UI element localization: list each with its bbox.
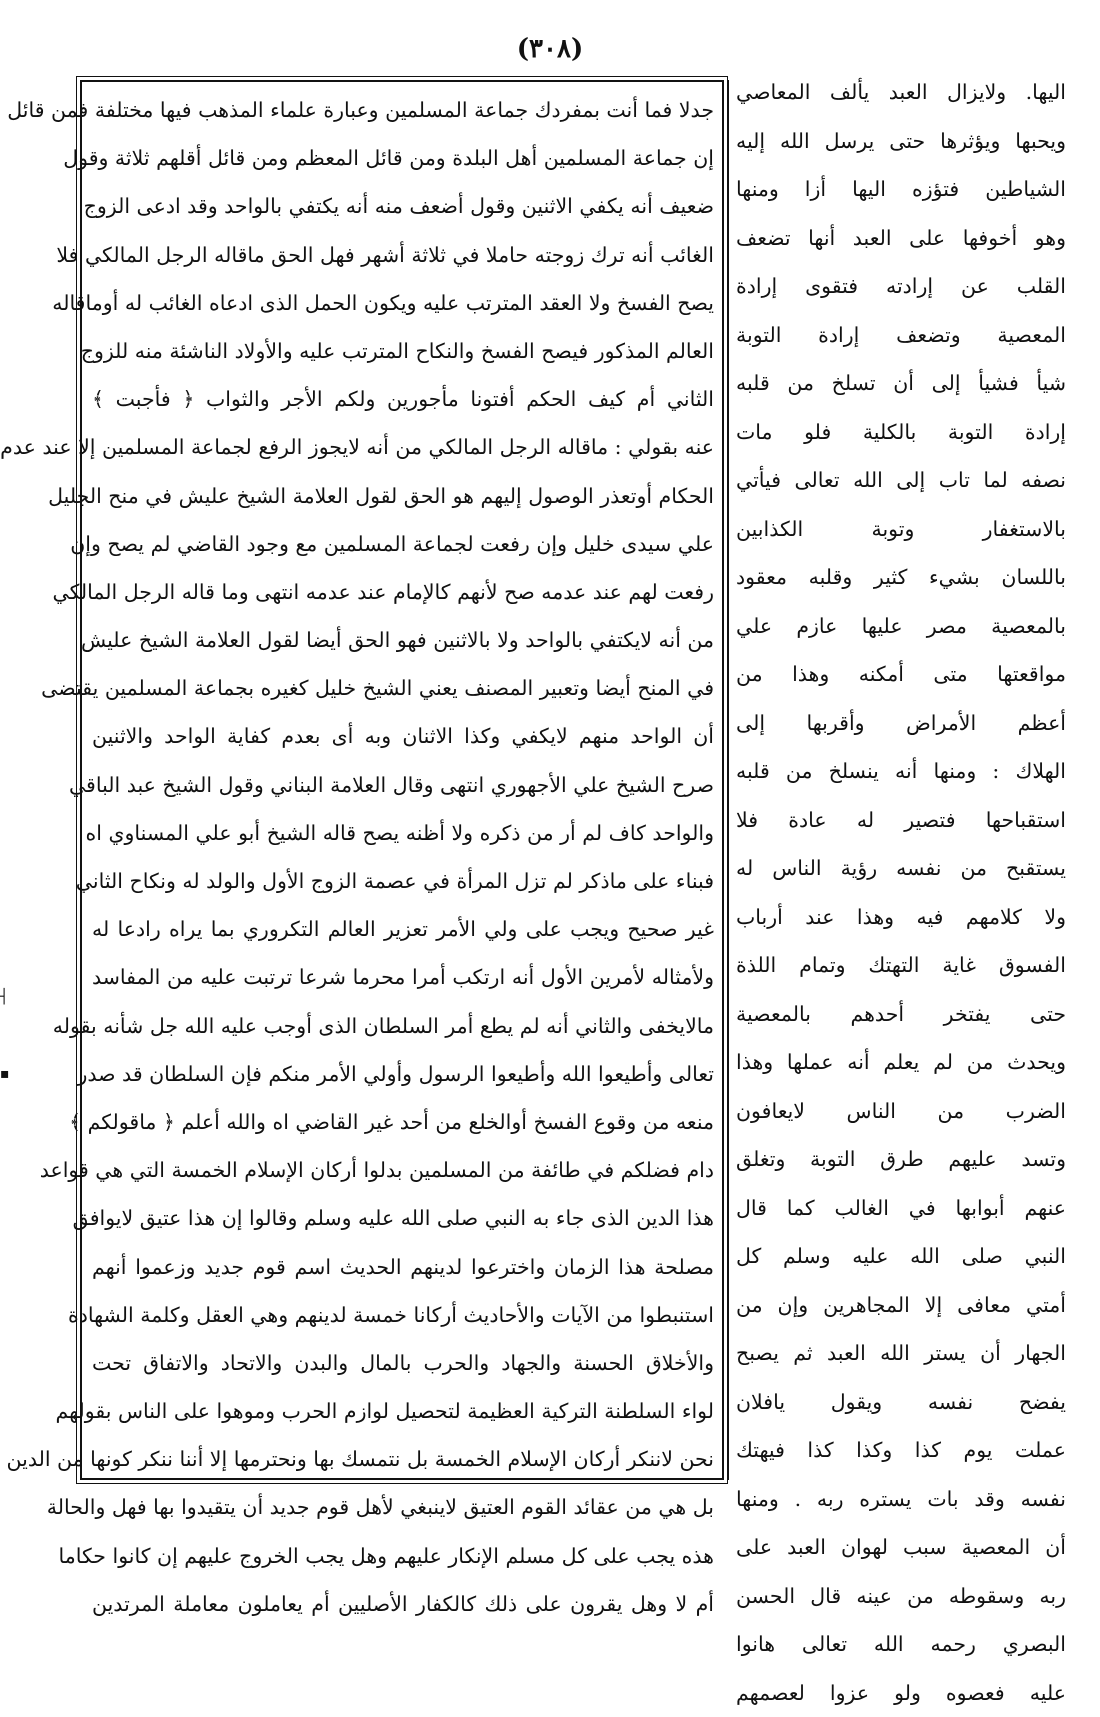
main-text-line: منعه من وقوع الفسخ أوالخلع من أحد غير القاضي اه والله أعلم ﴿ ماقولكم ﴾: [92, 1098, 714, 1146]
margin-text-line: حتى يفتخر أحدهم بالمعصية: [736, 990, 1066, 1039]
edge-mark-dot: ▪: [0, 1067, 12, 1081]
main-text-line: هذه يجب على كل مسلم الإنكار عليهم وهل يجب الخروج عليهم إن كانوا حكاما: [92, 1532, 714, 1580]
margin-text-line: أن المعصية سبب لهوان العبد على: [736, 1523, 1066, 1572]
margin-text-line: وهو أخوفها على العبد أنها تضعف: [736, 214, 1066, 263]
main-text-line: من أنه لايكتفي بالواحد ولا بالاثنين فهو الحق أيضا لقول العلامة الشيخ عليش: [92, 616, 714, 664]
margin-text-line: القلب عن إرادته فتقوى إرادة: [736, 262, 1066, 311]
margin-text-line: ولا كلامهم فيه وهذا عند أرباب: [736, 893, 1066, 942]
main-text-line: فبناء على ماذكر لم تزل المرأة في عصمة الزوج الأول والولد له ونكاح الثاني: [92, 857, 714, 905]
margin-text-line: باللسان بشيء كثير وقلبه معقود: [736, 553, 1066, 602]
main-text-line: العالم المذكور فيصح الفسخ والنكاح المترتب عليه والأولاد الناشئة منه للزوج: [92, 327, 714, 375]
main-text-line: يصح الفسخ ولا العقد المترتب عليه ويكون الحمل الذى ادعاه الغائب له أوماقاله: [92, 279, 714, 327]
main-text-line: لواء السلطنة التركية العظيمة لتحصيل لوازم الحرب وموهوا على الناس بقولهم: [92, 1387, 714, 1435]
main-text-line: علي سيدى خليل وإن رفعت لجماعة المسلمين مع وجود القاضي لم يصح وإن: [92, 520, 714, 568]
margin-text-line: يفضح نفسه ويقول يافلان: [736, 1378, 1066, 1427]
margin-text-line: النبي صلى الله عليه وسلم كل: [736, 1232, 1066, 1281]
main-text-line: تعالى وأطيعوا الله وأطيعوا الرسول وأولي الأمر منكم فإن السلطان قد صدر: [92, 1050, 714, 1098]
main-text-line: ضعيف أنه يكفي الاثنين وقول أضعف منه أنه يكتفي بالواحد وقد ادعى الزوج: [92, 182, 714, 230]
main-text-line: أم لا وهل يقرون على ذلك كالكفار الأصليين أم يعاملون معاملة المرتدين: [92, 1580, 714, 1628]
margin-text-line: عملت يوم كذا وكذا كذا فيهتك: [736, 1426, 1066, 1475]
main-text-line: مصلحة هذا الزمان واخترعوا لدينهم الحديث اسم قوم جديد وزعموا أنهم: [92, 1243, 714, 1291]
margin-text-line: إرادة التوبة بالكلية فلو مات: [736, 408, 1066, 457]
page-number: (٣٠٨): [0, 34, 1100, 64]
main-text-line: استنبطوا من الآيات والأحاديث أركانا خمسة لدينهم وهي العقل وكلمة الشهادة: [92, 1291, 714, 1339]
main-text-line: صرح الشيخ علي الأجهوري انتهى وقال العلامة البناني وقول الشيخ عبد الباقي: [92, 761, 714, 809]
edge-mark-tick: ┤: [0, 990, 12, 1004]
margin-text-line: عليه فعصوه ولو عزوا لعصمهم: [736, 1669, 1066, 1717]
margin-text-line: مواقعتها متى أمكنه وهذا من: [736, 650, 1066, 699]
margin-text-line: يستقبح من نفسه رؤية الناس له: [736, 844, 1066, 893]
main-text-line: هذا الدين الذى جاء به النبي صلى الله عليه وسلم وقالوا إن هذا عتيق لايوافق: [92, 1194, 714, 1242]
margin-text-line: أعظم الأمراض وأقربها إلى: [736, 699, 1066, 748]
margin-text-line: اليها. ولايزال العبد يألف المعاصي: [736, 68, 1066, 117]
main-text-line: جدلا فما أنت بمفردك جماعة المسلمين وعبارة علماء المذهب فيها مختلفة فمن قائل: [92, 86, 714, 134]
margin-text-line: وتسد عليهم طرق التوبة وتغلق: [736, 1135, 1066, 1184]
margin-text-line: شيأ فشيأ إلى أن تسلخ من قلبه: [736, 359, 1066, 408]
margin-text-line: استقباحها فتصير له عادة فلا: [736, 796, 1066, 845]
margin-text-line: ربه وسقوطه من عينه قال الحسن: [736, 1572, 1066, 1621]
main-text-line: والواحد كاف لم أر من ذكره ولا أظنه يصح قاله الشيخ أبو علي المسناوي اه: [92, 809, 714, 857]
margin-divider: [728, 80, 729, 1480]
margin-text-line: نفسه وقد بات يستره ربه . ومنها: [736, 1475, 1066, 1524]
margin-text-line: الضرب من الناس لايعافون: [736, 1087, 1066, 1136]
margin-text-line: عنهم أبوابها في الغالب كما قال: [736, 1184, 1066, 1233]
main-text-line: الغائب أنه ترك زوجته حاملا في ثلاثة أشهر فهل الحق ماقاله الرجل المالكي فلا: [92, 231, 714, 279]
main-text-line: ولأمثاله لأمرين الأول أنه ارتكب أمرا محرما شرعا ترتبت عليه من المفاسد: [92, 953, 714, 1001]
main-text-line: بل هي من عقائد القوم العتيق لاينبغي لأهل قوم جديد أن يتقيدوا بها فهل والحالة: [92, 1483, 714, 1531]
margin-text-line: بالاستغفار وتوبة الكذابين: [736, 505, 1066, 554]
margin-text-line: أمتي معافى إلا المجاهرين وإن من: [736, 1281, 1066, 1330]
margin-text-line: الشياطين فتؤزه اليها أزا ومنها: [736, 165, 1066, 214]
main-text-line: الثاني أم كيف الحكم أفتونا مأجورين ولكم الأجر والثواب ﴿ فأجبت ﴾: [92, 375, 714, 423]
margin-text-line: الجهار أن يستر الله العبد ثم يصبح: [736, 1329, 1066, 1378]
margin-text-line: ويحدث من لم يعلم أنه عملها وهذا: [736, 1038, 1066, 1087]
main-text-line: دام فضلكم في طائفة من المسلمين بدلوا أركان الإسلام الخمسة التي هي قواعد: [92, 1146, 714, 1194]
main-text-line: إن جماعة المسلمين أهل البلدة ومن قائل المعظم ومن قائل أقلهم ثلاثة وقول: [92, 134, 714, 182]
margin-text-line: نصفه لما تاب إلى الله تعالى فيأتي: [736, 456, 1066, 505]
margin-text-line: بالمعصية مصر عليها عازم علي: [736, 602, 1066, 651]
margin-text-column: [736, 68, 1066, 1717]
main-text-line: مالايخفى والثاني أنه لم يطع أمر السلطان الذى أوجب عليه الله جل شأنه بقوله: [92, 1002, 714, 1050]
main-text-line: والأخلاق الحسنة والجهاد والحرب بالمال والبدن والاتحاد والاتفاق تحت: [92, 1339, 714, 1387]
main-text-line: غير صحيح ويجب على ولي الأمر تعزير العالم التكروري بما يراه رادعا له: [92, 905, 714, 953]
main-text-line: أن الواحد منهم لايكفي وكذا الاثنان وبه أى بعدم كفاية الواحد والاثنين: [92, 712, 714, 760]
margin-text-line: الفسوق غاية التهتك وتمام اللذة: [736, 941, 1066, 990]
main-text-column: [92, 86, 714, 1628]
main-text-line: نحن لاننكر أركان الإسلام الخمسة بل نتمسك بها ونحترمها إلا أننا ننكر كونها من الدين: [92, 1435, 714, 1483]
margin-text-line: ويحبها ويؤثرها حتى يرسل الله إليه: [736, 117, 1066, 166]
margin-text-line: المعصية وتضعف إرادة التوبة: [736, 311, 1066, 360]
margin-text-line: البصري رحمه الله تعالى هانوا: [736, 1620, 1066, 1669]
main-text-line: عنه بقولي : ماقاله الرجل المالكي من أنه لايجوز الرفع لجماعة المسلمين إلا عند عدم: [92, 423, 714, 471]
main-text-line: في المنح أيضا وتعبير المصنف يعني الشيخ خليل كغيره بجماعة المسلمين يقتضى: [92, 664, 714, 712]
margin-text-line: الهلاك : ومنها أنه ينسلخ من قلبه: [736, 747, 1066, 796]
main-text-line: رفعت لهم عند عدمه صح لأنهم كالإمام عند عدمه انتهى وما قاله الرجل المالكي: [92, 568, 714, 616]
main-text-line: الحكام أوتعذر الوصول إليهم هو الحق لقول العلامة الشيخ عليش في منح الجليل: [92, 472, 714, 520]
